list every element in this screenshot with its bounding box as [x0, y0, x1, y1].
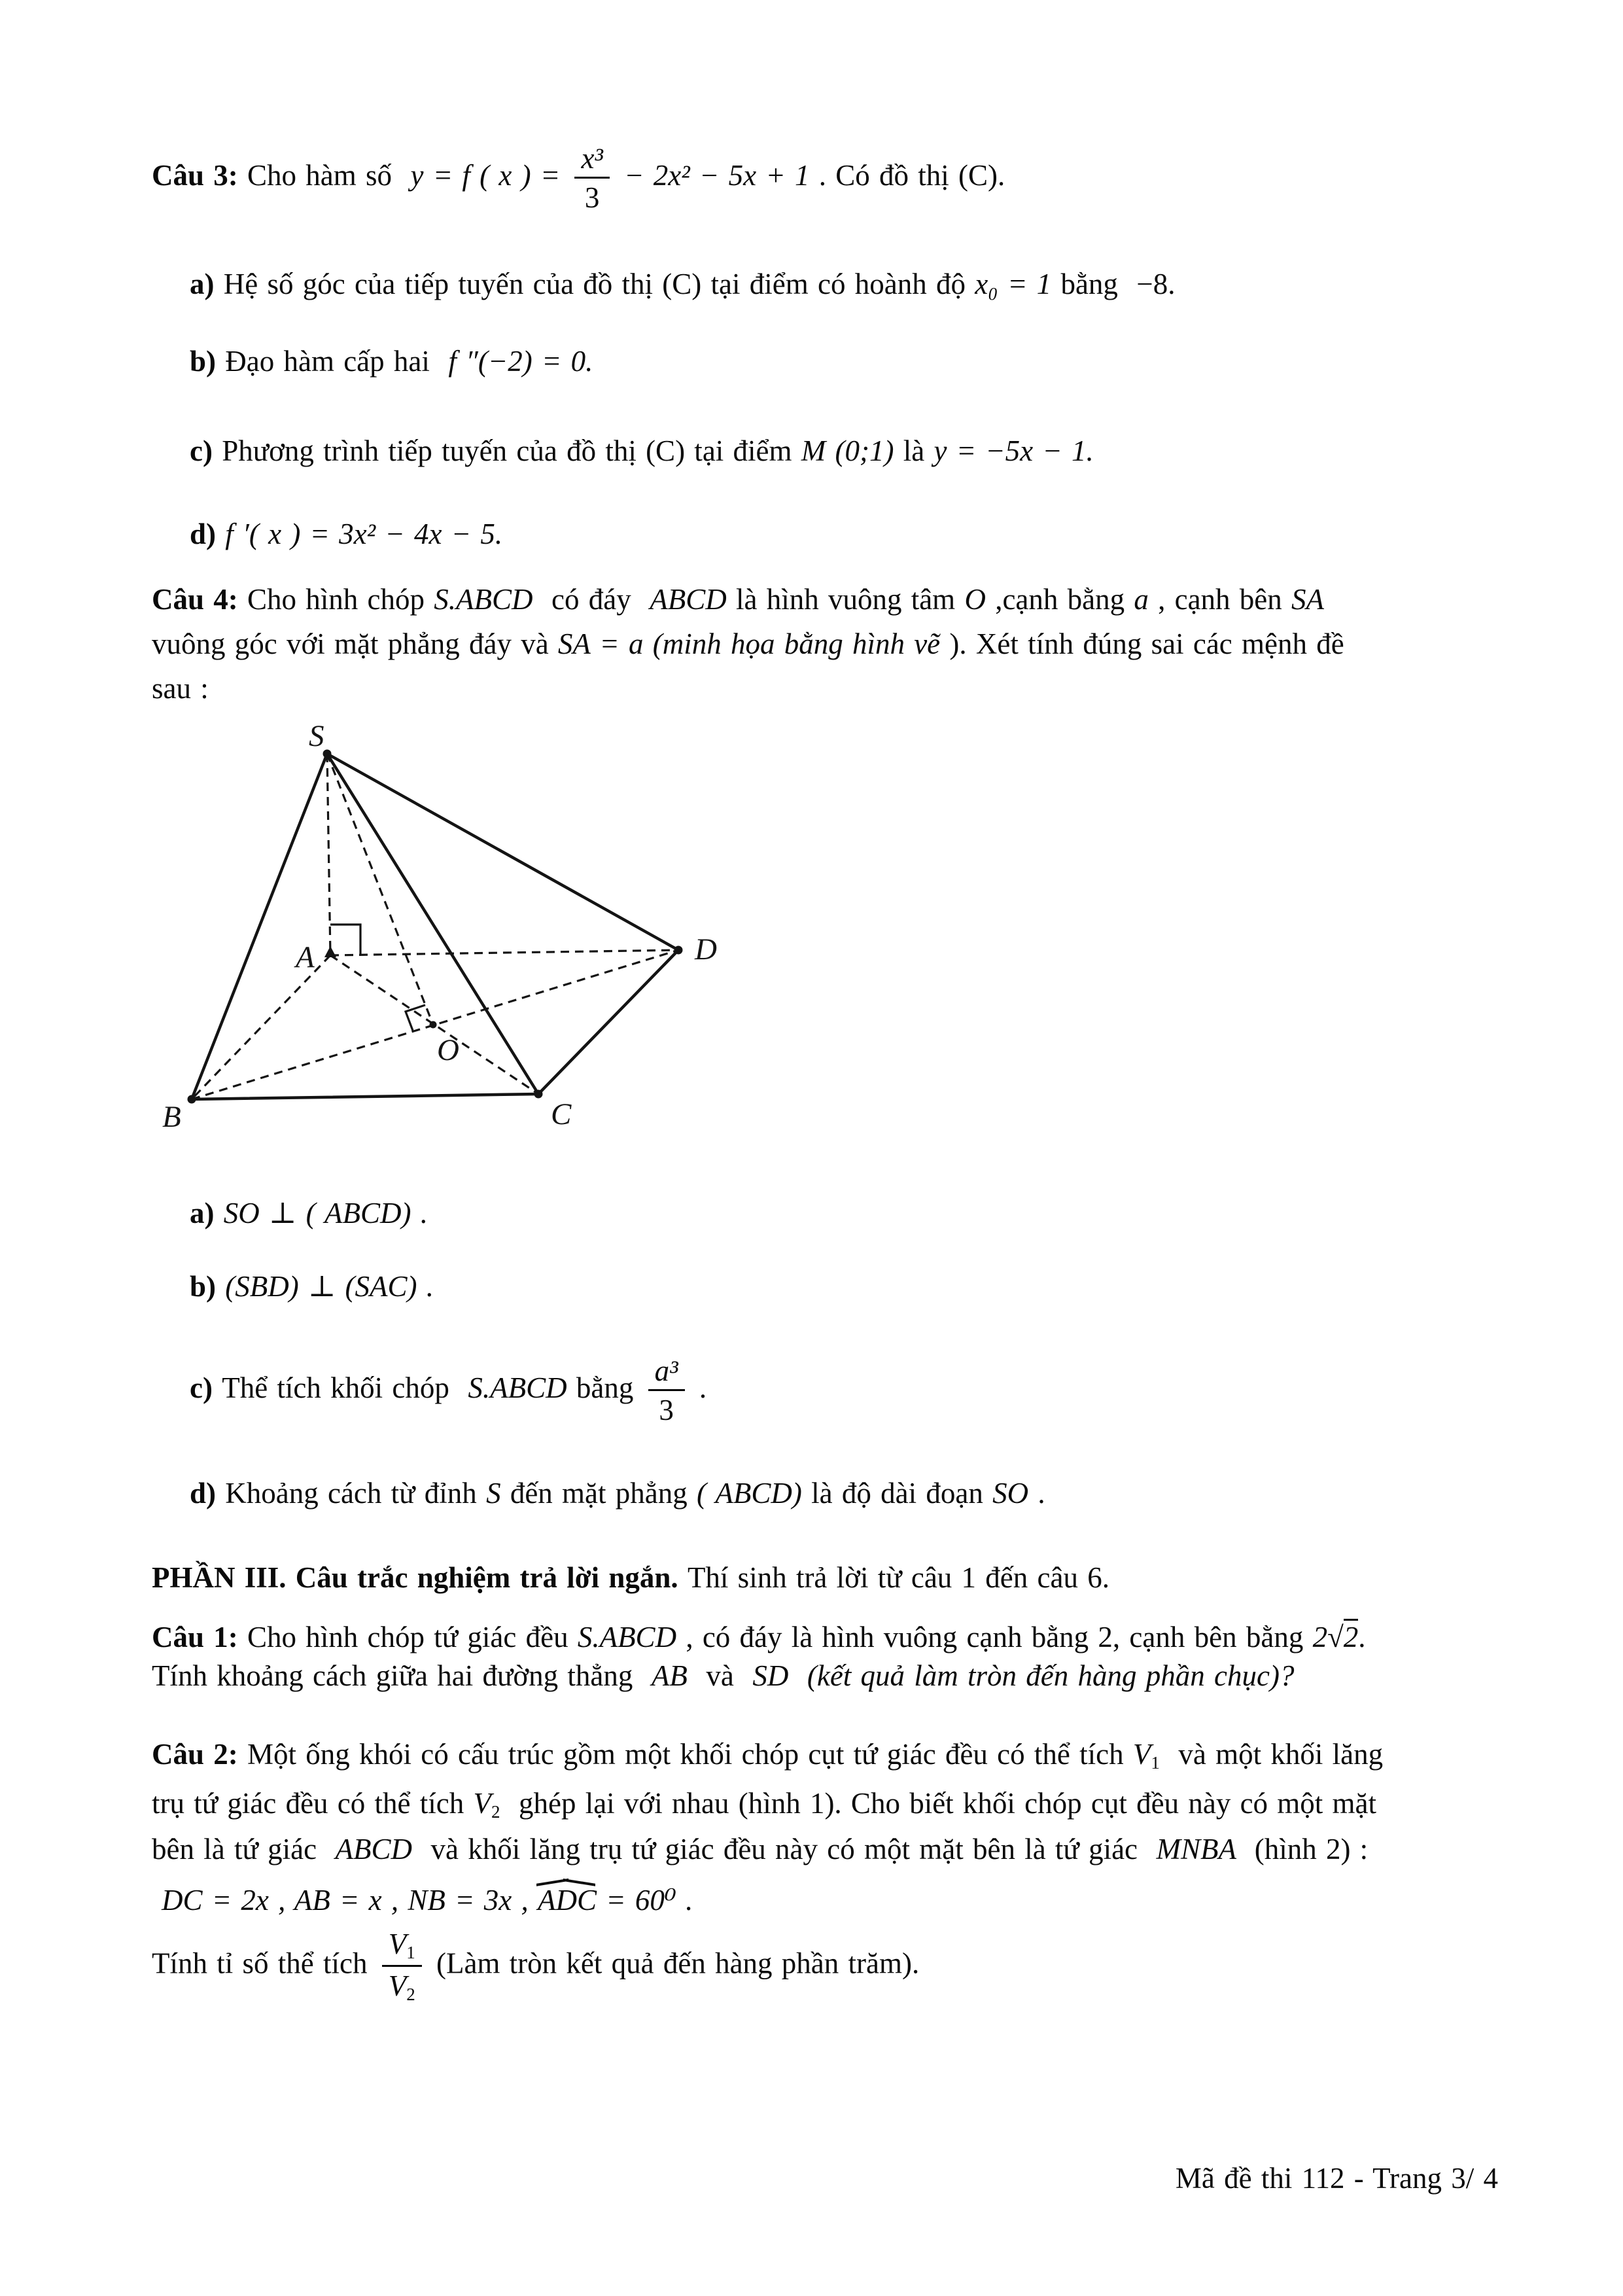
fraction-denominator	[648, 1391, 685, 1425]
cau2-line-4-text	[162, 1884, 693, 1918]
text-segment: = 60⁰ .	[596, 1884, 693, 1917]
cau2-line-3	[152, 1828, 1368, 1872]
cau3-item-b	[190, 340, 593, 384]
cau4-item-a-text	[190, 1197, 428, 1231]
text-segment: trụ tứ giác đều có thể tích	[152, 1787, 474, 1820]
text-segment: SD	[752, 1659, 807, 1693]
vertex-dot-b	[188, 1095, 196, 1104]
text-segment: .	[1358, 1621, 1366, 1654]
cau4-line-2-text	[152, 627, 1344, 662]
cau4-item-a	[190, 1192, 428, 1236]
text-segment: SO ⊥ ( ABCD) .	[223, 1197, 428, 1230]
text-segment: (hình 2) :	[1245, 1833, 1369, 1866]
text-segment: có đáy	[532, 583, 650, 616]
text-segment: S	[486, 1477, 510, 1510]
text-segment: . Có đồ thị (C).	[818, 158, 1005, 192]
text-segment: c)	[190, 1371, 222, 1404]
edge-bc	[192, 1094, 538, 1099]
vertex-label-a: A	[296, 940, 315, 974]
text-segment: .	[1038, 1477, 1045, 1510]
text-segment: a)	[190, 268, 224, 301]
text-segment: , có đáy là hình vuông cạnh bằng 2, cạnh bên bằng	[686, 1621, 1313, 1654]
text-segment: b)	[190, 1270, 226, 1303]
text-segment: và khối lăng trụ tứ giác đều này có một mặt bên là tứ giác	[421, 1833, 1157, 1866]
text-segment: x³	[581, 141, 603, 175]
text-segment: Câu 4:	[152, 583, 248, 616]
cau4-item-d	[190, 1472, 1045, 1516]
text-segment: Tính tỉ số thể tích	[152, 1947, 377, 1980]
text-segment: 3	[659, 1393, 674, 1426]
page-footer	[1176, 2157, 1498, 2201]
cau3-item-d-text	[190, 518, 502, 552]
text-segment: MNBA	[1156, 1833, 1246, 1866]
edge-sb	[192, 754, 327, 1099]
fraction	[648, 1356, 685, 1425]
text-segment: Cho hình chóp tứ giác đều	[247, 1621, 578, 1654]
cau2-line-5	[152, 1917, 919, 2015]
text-segment: DC = 2x , AB = x , NB = 3x ,	[162, 1884, 538, 1917]
cau1-line-2	[152, 1654, 1294, 1699]
text-segment: PHẦN III. Câu trắc nghiệm trả lời ngắn.	[152, 1561, 688, 1595]
text-segment: ). Xét tính đúng sai các mệnh đề	[949, 627, 1344, 661]
page-footer-text	[1176, 2162, 1498, 2196]
cau3-item-a-text	[190, 268, 1176, 302]
vertex-dot-a	[324, 946, 336, 957]
text-segment: và	[687, 1659, 753, 1693]
cau1-line-2-text	[152, 1659, 1294, 1693]
text-segment: Một ống khói có cấu trúc gồm một khối chóp cụt tứ giác đều có thể tích	[247, 1738, 1133, 1771]
text-segment: f ′( x ) = 3x² − 4x − 5.	[225, 518, 503, 551]
text-segment: Đạo hàm cấp hai	[225, 345, 449, 378]
vertex-label-c: C	[551, 1097, 572, 1131]
cau4-line-1-text	[152, 583, 1324, 617]
text-segment: Câu 3:	[152, 158, 248, 192]
text-segment: 1	[1151, 1752, 1160, 1773]
text-segment: c)	[190, 434, 222, 468]
text-segment: Thể tích khối chóp	[222, 1371, 468, 1404]
text-segment: bằng −8.	[1060, 268, 1176, 301]
cau2-line-1	[152, 1733, 1383, 1778]
text-segment: Thí sinh trả lời từ câu 1 đến câu 6.	[687, 1561, 1109, 1595]
text-segment: V	[388, 1927, 407, 1960]
text-segment: y = −5x − 1.	[934, 434, 1094, 468]
fraction-numerator	[648, 1356, 685, 1391]
cau4-item-d-text	[190, 1477, 1045, 1511]
text-segment: .	[689, 1371, 707, 1404]
edge-sa	[327, 754, 330, 955]
text-segment: Phương trình tiếp tuyến của đồ thị (C) tại điểm	[222, 434, 801, 468]
text-segment: Mã đề thi 112 - Trang 3/ 4	[1175, 2162, 1498, 2195]
fraction-denominator	[574, 179, 609, 213]
text-segment: Cho hàm số	[247, 158, 411, 192]
vertex-dot-o	[430, 1021, 437, 1029]
cau2-line-1-text	[152, 1738, 1383, 1773]
cau2-line-2	[152, 1782, 1376, 1827]
text-segment: là độ dài đoạn	[811, 1477, 993, 1510]
text-segment: AB	[651, 1659, 688, 1693]
text-segment: d)	[190, 1477, 226, 1510]
cau2-line-2-text	[152, 1787, 1376, 1822]
vertex-dot-c	[534, 1090, 543, 1099]
text-segment: a)	[190, 1197, 224, 1230]
text-segment: Hệ số góc của tiếp tuyến của đồ thị (C) tại điểm có hoành độ	[223, 268, 975, 301]
cau2-line-5-text	[152, 1927, 920, 2004]
text-segment: S.ABCD	[577, 1621, 686, 1654]
text-segment: Cho hình chóp	[247, 583, 434, 616]
text-segment: 3	[584, 181, 600, 214]
cau4-line-1	[152, 578, 1324, 622]
text-segment: a³	[654, 1354, 678, 1387]
vertex-label-s: S	[309, 720, 324, 753]
vertex-label-o: O	[437, 1033, 459, 1067]
cau4-item-b-text	[190, 1270, 434, 1304]
text-segment: (SBD) ⊥ (SAC) .	[225, 1270, 434, 1303]
right-angle-mark-o	[406, 1005, 425, 1031]
cau4-line-3	[152, 667, 209, 711]
text-segment: sau :	[152, 672, 209, 705]
text-segment: bằng	[576, 1371, 643, 1404]
text-segment: , cạnh bên	[1158, 583, 1292, 616]
text-segment: SO	[992, 1477, 1038, 1510]
cau3-item-c-text	[190, 434, 1094, 468]
vertex-label-d: D	[695, 932, 717, 966]
angle-hat: ADC	[537, 1884, 597, 1917]
text-segment: S.ABCD	[434, 583, 533, 616]
cau1-line-1-text	[152, 1621, 1366, 1655]
text-segment: M (0;1)	[801, 434, 894, 468]
text-segment: V	[388, 1969, 407, 2002]
text-segment: V	[473, 1787, 491, 1820]
cau4-line-3-text	[152, 672, 209, 706]
text-segment: SA = a	[557, 627, 653, 661]
text-segment: (Làm tròn kết quả đến hàng phần trăm).	[427, 1947, 920, 1980]
cau3-item-d	[190, 512, 502, 557]
text-segment: O	[964, 583, 996, 616]
text-segment: 2	[1344, 1619, 1359, 1653]
text-segment: và một khối lăng	[1159, 1738, 1384, 1771]
text-segment: 1	[406, 1942, 415, 1962]
cau3-item-a	[190, 262, 1176, 307]
cau1-line-1	[152, 1616, 1366, 1660]
text-segment: b)	[190, 345, 226, 378]
vertex-label-b: B	[162, 1100, 181, 1134]
text-segment: x₀ = 1	[975, 268, 1061, 301]
text-segment: (kết quả làm tròn đến hàng phần chục)?	[807, 1659, 1295, 1693]
cau2-line-4	[162, 1879, 693, 1923]
text-segment: f ″(−2) = 0.	[448, 345, 593, 378]
text-segment: Tính khoảng cách giữa hai đường thẳng	[152, 1659, 652, 1693]
text-segment: 2√	[1312, 1621, 1344, 1654]
text-segment: Câu 2:	[152, 1738, 248, 1771]
fraction-numerator	[382, 1927, 422, 1967]
right-angle-mark-a	[330, 925, 360, 955]
cau4-item-c-text	[190, 1356, 707, 1425]
text-segment: Khoảng cách từ đỉnh	[225, 1477, 487, 1510]
cau2-line-3-text	[152, 1833, 1368, 1867]
cau4-line-2	[152, 622, 1344, 667]
cau3-line-text	[152, 141, 1005, 214]
text-segment: ( ABCD)	[697, 1477, 812, 1510]
text-segment: a	[1134, 583, 1159, 616]
vertex-dot-d	[674, 946, 683, 955]
text-segment: SA	[1291, 583, 1325, 616]
cau3-item-b-text	[190, 345, 593, 379]
fraction-numerator	[574, 141, 609, 179]
text-segment: 2	[406, 1984, 415, 2004]
text-segment: 2	[491, 1801, 500, 1822]
cau3-item-c	[190, 429, 1094, 474]
cau4-item-b	[190, 1265, 434, 1309]
pyramid-figure	[144, 720, 785, 1165]
text-segment: (minh họa bằng hình vẽ	[652, 627, 950, 661]
text-segment: ABCD	[650, 583, 736, 616]
text-segment: S.ABCD	[468, 1371, 576, 1404]
text-segment: y = f ( x ) =	[410, 158, 570, 192]
cau4-item-c	[190, 1341, 707, 1439]
text-segment: vuông góc với mặt phẳng đáy và	[152, 627, 558, 661]
edge-so	[327, 754, 433, 1025]
text-segment: V	[1132, 1738, 1151, 1771]
fraction	[574, 141, 609, 214]
fraction-denominator	[382, 1967, 422, 2004]
text-segment: ghép lại với nhau (hình 1). Cho biết khối chóp cụt đều này có một mặt	[500, 1787, 1377, 1820]
text-segment: d)	[190, 518, 226, 551]
text-segment: bên là tứ giác	[152, 1833, 336, 1866]
edge-sd	[327, 754, 678, 950]
phan3-heading	[152, 1556, 1109, 1600]
fraction	[382, 1927, 422, 2004]
text-segment: đến mặt phẳng	[510, 1477, 697, 1510]
cau3-line	[152, 126, 1005, 230]
text-segment: − 2x² − 5x + 1	[614, 158, 819, 192]
text-segment: ,cạnh bằng	[995, 583, 1134, 616]
text-segment: ABCD	[335, 1833, 422, 1866]
edge-ad	[330, 950, 678, 955]
phan3-heading-text	[152, 1561, 1109, 1595]
text-segment: là	[894, 434, 934, 468]
text-segment: là hình vuông tâm	[735, 583, 965, 616]
text-segment: Câu 1:	[152, 1621, 248, 1654]
